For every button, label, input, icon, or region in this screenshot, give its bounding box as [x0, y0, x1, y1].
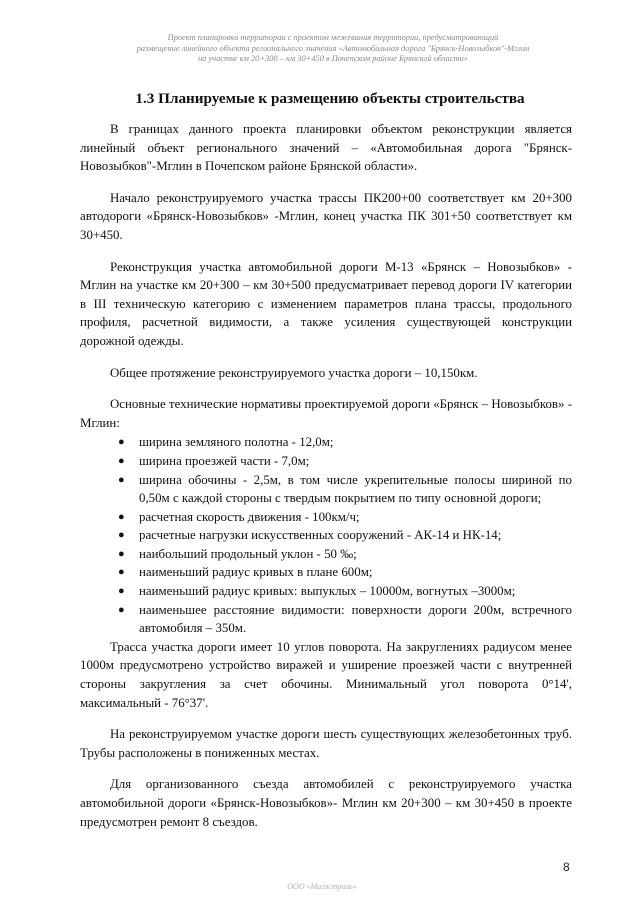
- bullet-icon: ●: [118, 436, 125, 449]
- bullet-icon: ●: [118, 454, 125, 467]
- list-item: ● ширина проезжей части - 7,0м;: [139, 452, 572, 471]
- paragraph-reconstruction-scope: Реконструкция участка автомобильной дороги М-13 «Брянск – Новозыбков» - Мглин на участке км 20+300 – км 30+500 предусматривает перевод дороги IV категории в III техническую категорию с изменением параметров плана трассы, продольного профиля, расчетной видимости, а также усиления существующей конструкции дорожной одежды.: [80, 259, 572, 348]
- paragraph-section-start-end: Начало реконструируемого участка трассы ПК200+00 соответствует км 20+300 автодороги «Брянск-Новозыбков» -Мглин, конец участка ПК 301+50 соответствует км 30+450.: [80, 190, 572, 242]
- paragraph-technical-norms-intro: Основные технические нормативы проектируемой дороги «Брянск – Новозыбков» - Мглин:: [80, 397, 572, 430]
- list-item: ● расчетная скорость движения - 100км/ч;: [139, 508, 572, 527]
- list-item: ● ширина земляного полотна - 12,0м;: [139, 433, 572, 452]
- section-title: 1.3 Планируемые к размещению объекты строительства: [135, 90, 525, 107]
- document-body: [80, 120, 572, 831]
- bullet-icon: ●: [118, 510, 125, 523]
- bullet-icon: ●: [118, 585, 125, 598]
- bullet-icon: ●: [118, 473, 125, 486]
- list-item: ● наименьший радиус кривых: выпуклых – 10000м, вогнутых –3000м;: [139, 582, 572, 601]
- running-footer: ООО «Магистраль»: [287, 882, 357, 891]
- list-item: ● расчетные нагрузки искусственных сооружений - АК-14 и НК-14;: [139, 526, 572, 545]
- running-header: [88, 33, 578, 65]
- bullet-icon: ●: [118, 603, 125, 616]
- bullet-icon: ●: [118, 529, 125, 542]
- bullet-icon: ●: [118, 566, 125, 579]
- list-item: ● наибольший продольный уклон - 50 ‰;: [139, 545, 572, 564]
- header-line: размещение линейного объекта регионального значения «Автомобильная дорога "Брянск-Новозыбков"-Мглин: [136, 43, 530, 53]
- paragraph-total-length: Общее протяжение реконструируемого участка дороги – 10,150км.: [110, 365, 478, 380]
- list-item: ● ширина обочины - 2,5м, в том числе укрепительные полосы шириной по 0,50м с каждой стороны с твердым покрытием по типу основной дороги;: [118, 472, 572, 506]
- list-item: ● наименьшее расстояние видимости: поверхности дороги 200м, встречного автомобиля – 350м.: [118, 602, 572, 636]
- technical-specs-list: [80, 433, 572, 638]
- paragraph-reconstruction-object: В границах данного проекта планировки объектом реконструкции является линейный объект регионального значений – «Автомобильная дорога "Брянск-Новозыбков"-Мглин в Почепском районе Брянской области».: [80, 122, 572, 174]
- header-line: Проект планировки территории с проектом межевания территории, предусматривающий: [167, 33, 499, 42]
- list-item: ● наименьший радиус кривых в плане 600м;: [139, 563, 572, 582]
- paragraph-culverts: На реконструируемом участке дороги шесть существующих железобетонных труб. Трубы расположены в пониженных местах.: [80, 727, 572, 760]
- bullet-icon: ●: [118, 547, 125, 560]
- paragraph-turn-angles: Трасса участка дороги имеет 10 углов поворота. На закруглениях радиусом менее 1000м предусмотрено устройство виражей и уширение проезжей части с внутренней стороны закругления за счет обочины. Минимальный угол поворота 0°14', максимальный - 76°37'.: [80, 639, 572, 710]
- header-line: на участке км 20+300 – км 30+450 в Почепском районе Брянской области»: [198, 54, 468, 64]
- page-number: 8: [563, 860, 570, 874]
- paragraph-exits-repair: Для организованного съезда автомобилей с реконструируемого участка автомобильной дороги «Брянск-Новозыбков»- Мглин км 20+300 – км 30+450 в проекте предусмотрен ремонт 8 съездов.: [80, 777, 572, 829]
